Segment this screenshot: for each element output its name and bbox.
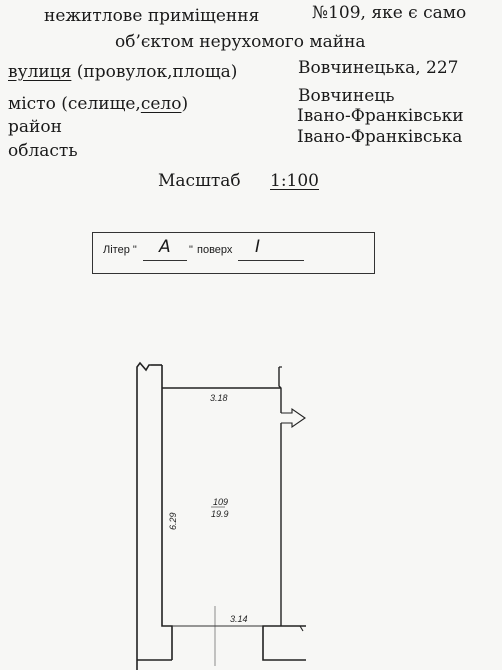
city-value: Вовчинець <box>298 86 395 106</box>
city-label-suffix: ) <box>181 94 189 114</box>
street-label-rest: (провулок,площа) <box>71 62 238 82</box>
city-label-selected: село <box>140 94 182 114</box>
opening-marker <box>281 409 305 427</box>
letter-value: А <box>159 237 171 257</box>
region-value: Івано-Франківська <box>297 127 463 147</box>
letter-label: Літер " <box>103 244 137 256</box>
dim-width-bottom: 3.14 <box>230 614 248 624</box>
right-wall-upper <box>279 367 281 413</box>
room-area: 19.9 <box>211 509 229 519</box>
district-label: район <box>8 117 62 137</box>
header-line-1a: нежитлове приміщення <box>44 6 260 26</box>
dim-length: 6.29 <box>168 512 178 530</box>
floor-label: поверх <box>197 244 233 256</box>
district-value: Івано-Франківськи <box>297 106 464 126</box>
bottom-right-wall <box>263 626 306 660</box>
header-line-1b: №109, яке є само <box>312 3 467 23</box>
scale-value: 1:100 <box>270 171 319 191</box>
region-label: область <box>8 141 78 161</box>
floor-value: І <box>255 237 261 257</box>
room-number: 109 <box>213 497 229 507</box>
street-label-selected: вулиця <box>8 62 72 82</box>
left-wall-outer <box>137 363 151 670</box>
header-line-2: об’єктом нерухомого майна <box>115 32 366 52</box>
street-value: Вовчинецька, 227 <box>298 58 459 78</box>
city-label-prefix: місто (селище, <box>8 94 141 114</box>
letter-quote-close: " <box>189 244 193 256</box>
dim-width-top: 3.18 <box>210 393 228 403</box>
scale-label: Масштаб <box>158 171 241 191</box>
